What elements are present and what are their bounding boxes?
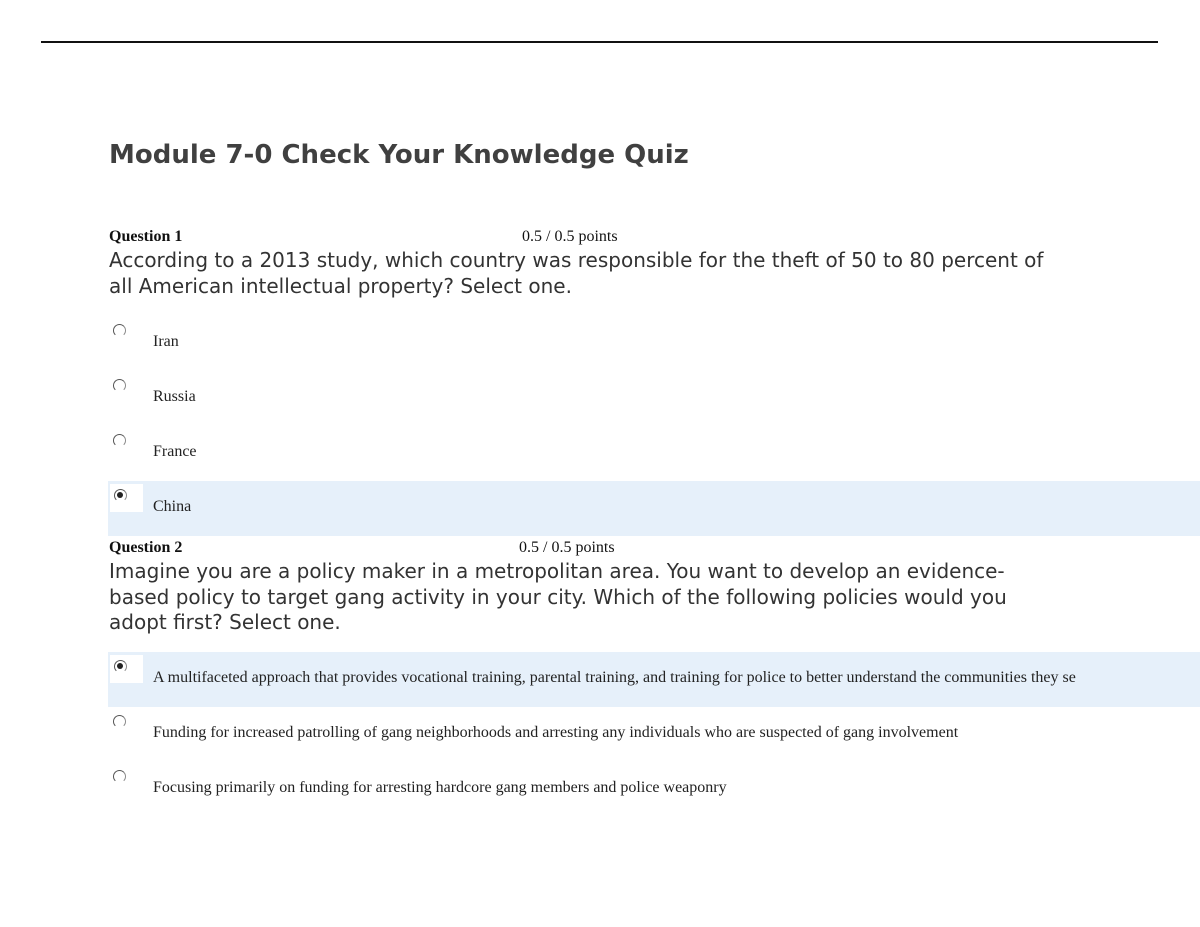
question-2 bbox=[0, 539, 1200, 796]
answer-option-label: China bbox=[153, 498, 192, 515]
question-text: According to a 2013 study, which country was responsible for the theft of 50 to 80 percent of all American intellectual property? Select one. bbox=[109, 248, 1044, 298]
radio-button-unselected[interactable] bbox=[113, 324, 126, 337]
top-divider bbox=[41, 41, 1158, 43]
answer-option-label: A multifaceted approach that provides vocational training, parental training, and training for police to better understand the communities they se bbox=[153, 669, 1076, 686]
answer-option-label: Focusing primarily on funding for arresting hardcore gang members and police weaponry bbox=[153, 779, 727, 796]
answer-option-iran[interactable] bbox=[108, 316, 1200, 371]
question-1 bbox=[0, 228, 1200, 515]
answer-option-russia[interactable] bbox=[108, 371, 1200, 426]
question-points: 0.5 / 0.5 points bbox=[522, 228, 618, 245]
radio-button-unselected[interactable] bbox=[113, 770, 126, 783]
answer-option-label: Iran bbox=[153, 333, 179, 350]
answer-option-label: Russia bbox=[153, 388, 196, 405]
radio-button-unselected[interactable] bbox=[113, 434, 126, 447]
answer-options bbox=[108, 316, 1200, 536]
answer-option-multifaceted[interactable] bbox=[108, 652, 1200, 707]
radio-button-unselected[interactable] bbox=[113, 715, 126, 728]
answer-options bbox=[108, 652, 1200, 817]
question-header bbox=[0, 228, 1200, 248]
radio-button-unselected[interactable] bbox=[113, 379, 126, 392]
question-label: Question 2 bbox=[109, 539, 183, 556]
page-title: Module 7-0 Check Your Knowledge Quiz bbox=[109, 140, 689, 170]
radio-dot-icon bbox=[117, 492, 123, 498]
radio-button-selected[interactable] bbox=[110, 655, 143, 683]
answer-option-label: France bbox=[153, 443, 197, 460]
radio-circle bbox=[114, 489, 127, 502]
question-text: Imagine you are a policy maker in a metropolitan area. You want to develop an evidence-based policy to target gang activity in your city. Which of the following policies would you adopt first? Select one. bbox=[109, 559, 1007, 634]
answer-option-patrolling[interactable] bbox=[108, 707, 1200, 762]
answer-option-arresting[interactable] bbox=[108, 762, 1200, 817]
question-label: Question 1 bbox=[109, 228, 183, 245]
answer-option-label: Funding for increased patrolling of gang neighborhoods and arresting any individuals who are suspected of gang involvement bbox=[153, 724, 959, 741]
answer-option-france[interactable] bbox=[108, 426, 1200, 481]
answer-option-china[interactable] bbox=[108, 481, 1200, 536]
question-header bbox=[0, 539, 1200, 559]
question-points: 0.5 / 0.5 points bbox=[519, 539, 615, 556]
radio-button-selected[interactable] bbox=[110, 484, 143, 512]
radio-dot-icon bbox=[117, 663, 123, 669]
radio-circle bbox=[114, 660, 127, 673]
